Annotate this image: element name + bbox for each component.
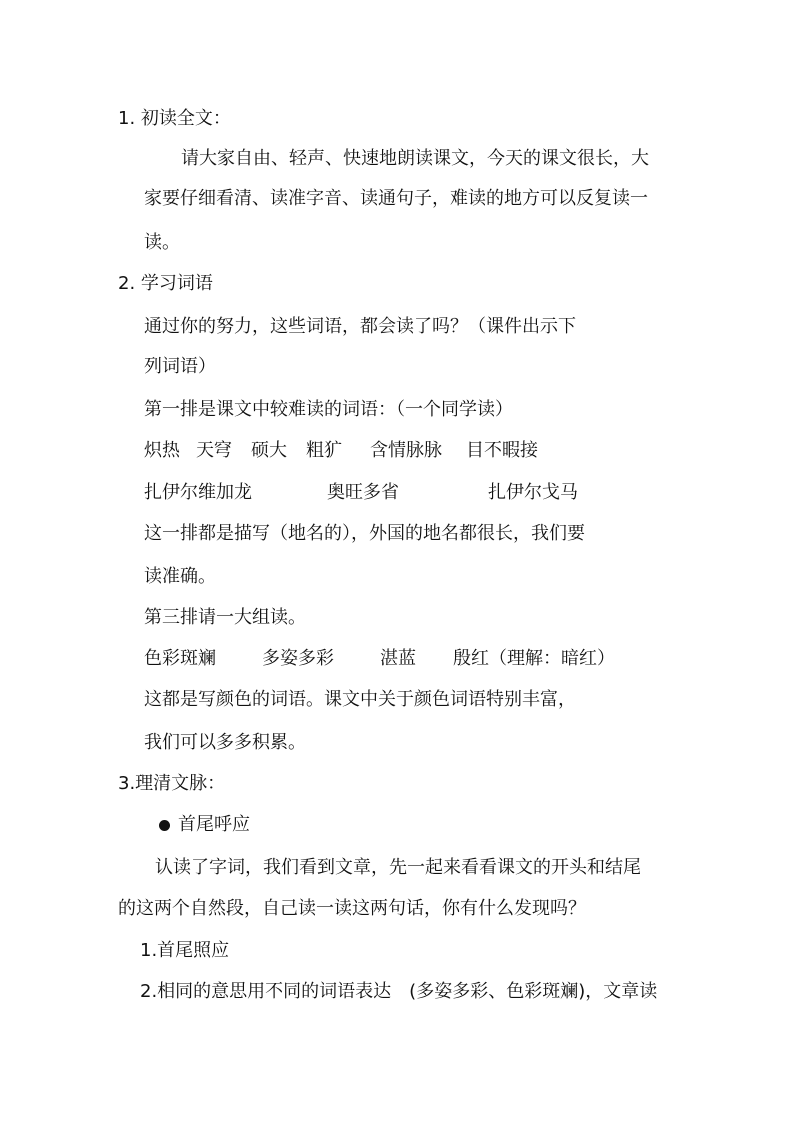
word-yinhong: 殷红（理解：暗红） xyxy=(453,648,615,669)
word-hanqingmaimai: 含情脉脉 xyxy=(370,440,442,461)
word-tianqiong: 天穹 xyxy=(196,440,232,461)
section2-intro-line-1: 通过你的努力，这些词语，都会读了吗？（课件出示下 xyxy=(144,316,576,337)
section2-intro-line-2: 列词语） xyxy=(144,356,216,377)
row2-note-line-1: 这一排都是描写（地名的），外国的地名都很长，我们要 xyxy=(144,523,585,544)
section3-paragraph-line-1: 认读了字词，我们看到文章，先一起来看看课文的开头和结尾 xyxy=(155,857,641,878)
section3-heading: 3.理清文脉： xyxy=(118,773,226,794)
section3-item-1: 1.首尾照应 xyxy=(140,940,230,961)
section1-paragraph-line-2: 家要仔细看清、读准字音、读通句子，难读的地方可以反复读一 xyxy=(144,188,648,209)
section1-paragraph-line-3: 读。 xyxy=(144,232,180,253)
section1-heading: 1. 初读全文： xyxy=(118,108,231,129)
word-zhayier-weijialong: 扎伊尔维加龙 xyxy=(144,482,252,503)
row1-note: 第一排是课文中较难读的词语：（一个同学读） xyxy=(144,399,513,420)
section3-paragraph-line-2: 的这两个自然段，自己读一读这两句话，你有什么发现吗？ xyxy=(118,898,586,919)
word-aowangduo-sheng: 奥旺多省 xyxy=(327,482,399,503)
word-mubuxiajie: 目不暇接 xyxy=(466,440,538,461)
word-zhayier-gema: 扎伊尔戈马 xyxy=(488,482,578,503)
bullet-label: 首尾呼应 xyxy=(178,814,250,835)
word-chire: 炽热 xyxy=(144,440,180,461)
row2-note-line-2: 读准确。 xyxy=(144,566,216,587)
row3-comment-line-2: 我们可以多多积累。 xyxy=(144,732,306,753)
word-shuoda: 硕大 xyxy=(251,440,287,461)
row3-comment-line-1: 这都是写颜色的词语。课文中关于颜色词语特别丰富， xyxy=(144,689,576,710)
word-cuguang: 粗犷 xyxy=(306,440,342,461)
word-secaibanlan: 色彩斑斓 xyxy=(144,648,216,669)
section3-item-2: 2.相同的意思用不同的词语表达 (多姿多彩、色彩斑斓)，文章读 xyxy=(140,981,658,1002)
bullet-dot-icon xyxy=(159,820,170,831)
word-zhanlan: 湛蓝 xyxy=(380,648,416,669)
row3-note: 第三排请一大组读。 xyxy=(144,607,306,628)
word-duoziduocai: 多姿多彩 xyxy=(262,648,334,669)
section1-paragraph-line-1: 请大家自由、轻声、快速地朗读课文，今天的课文很长，大 xyxy=(181,148,649,169)
section2-heading: 2. 学习词语 xyxy=(118,273,213,294)
